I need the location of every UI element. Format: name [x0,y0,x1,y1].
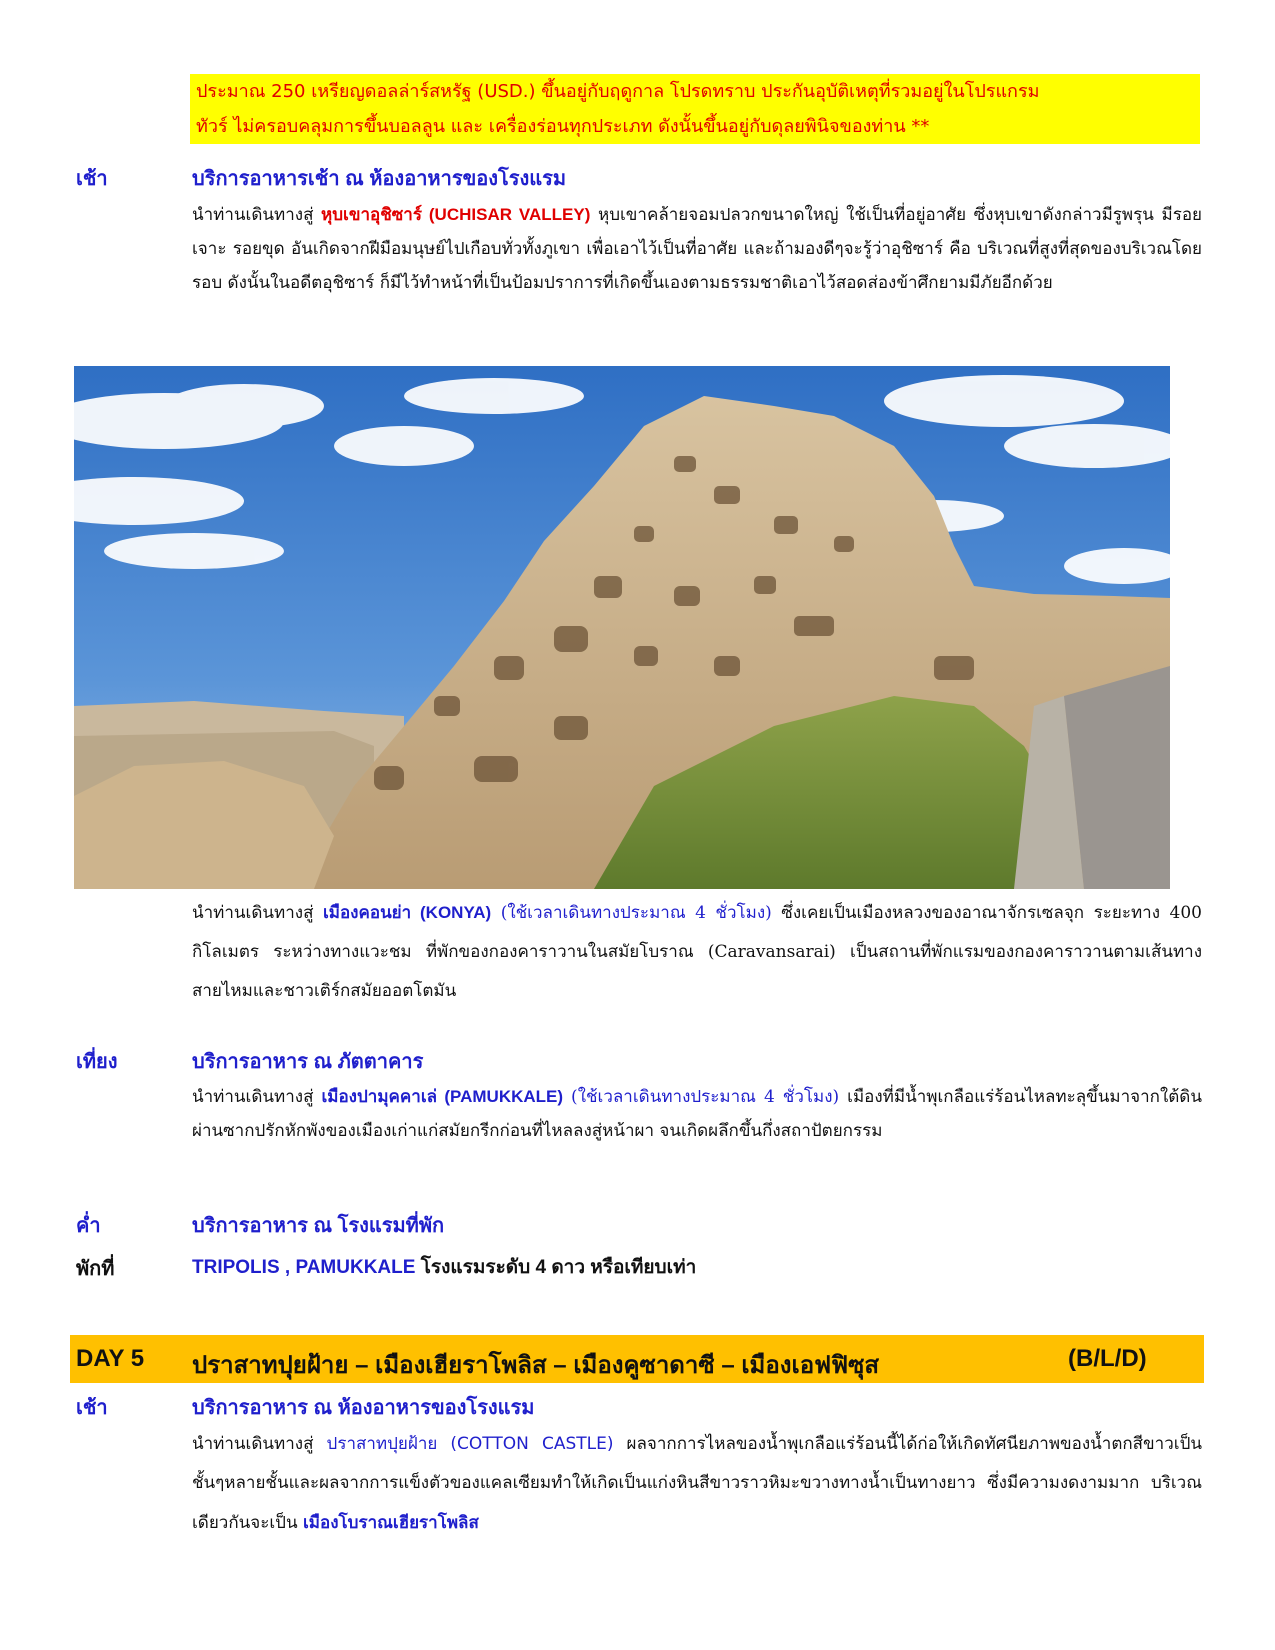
day-title: ปราสาทปุยฝ้าย – เมืองเฮียราโพลิส – เมืองคูซาดาซี – เมืองเอฟฟิซุส [192,1352,880,1379]
day-meals: (B/L/D) [1068,1345,1147,1372]
meal-dinner: บริการอาหาร ณ โรงแรมที่พัก [192,1215,445,1237]
day-number: DAY 5 [76,1345,145,1372]
para-text: ซึ่งเคยเป็นเมืองหลวงของอาณาจักรเซลจุก ระยะทาง 400 กิโลเมตร ระหว่างทางแวะชม ที่พักของกองคาราวานในสมัยโบราณ (Caravansarai) เป็นสถานที่พักแรมของกองคาราวานตามเส้นทางสายไหมและชาวเติร์กสมัยออตโตมัน [192,903,1202,1001]
para-text: หุบเขาคล้ายจอมปลวกขนาดใหญ่ ใช้เป็นที่อยู่อาศัย ซึ่งหุบเขาดังกล่าวมีรูพรุน มีรอยเจาะ รอยขุด อันเกิดจากฝีมือมนุษย์ไปเกือบทั่วทั้งภูเขา เพื่อเอาไว้เป็นที่อาศัย และถ้ามองดีๆจะรู้ว่าอุชิซาร์ คือ บริเวณที่สูงที่สุดของบริเวณโดยรอบ ดังนั้นในอดีตอุชิซาร์ ก็มีไว้ทำหน้าที่เป็นป้อมปราการที่เกิดขึ้นเองตามธรรมชาติเอาไว้สอดส่องข้าศึกยามมีภัยอีกด้วย [192,205,1202,293]
stay-hotel [192,1252,696,1282]
hotel-name: TRIPOLIS , PAMUKKALE [192,1257,416,1278]
label-noon: เที่ยง [76,1051,118,1073]
meal-lunch: บริการอาหาร ณ ภัตตาคาร [192,1051,424,1073]
para-prefix: นำท่านเดินทางสู่ [192,903,323,923]
notice-line-1: ประมาณ 250 เหรียญดอลล่าร์สหรัฐ (USD.) ขึ้นอยู่กับฤดูกาล โปรดทราบ ประกันอุบัติเหตุที่รวมอยู่ในโปรแกรม [190,74,1200,109]
pamukkale-duration: (ใช้เวลาเดินทางประมาณ 4 ชั่วโมง) [563,1087,840,1107]
para-text: เมืองที่มีน้ำพุเกลือแร่ร้อนไหลทะลุขึ้นมาจากใต้ดินผ่านซากปรักหักพังของเมืองเก่าแก่สมัยกรีกก่อนที่ไหลลงสู่หน้าผา จนเกิดผลึกขึ้นกึ่งสถาปัตยกรรม [192,1087,1202,1141]
cotton-castle-place: ปราสาทปุยฝ้าย (COTTON CASTLE) [326,1434,614,1454]
pamukkale-place: เมืองปามุคคาเล่ (PAMUKKALE) [321,1087,564,1106]
para-prefix: นำท่านเดินทางสู่ [192,1087,322,1107]
para-prefix: นำท่านเดินทางสู่ [192,1434,327,1454]
meal-breakfast: บริการอาหารเช้า ณ ห้องอาหารของโรงแรม [192,168,567,190]
para-text: ผลจากการไหลของน้ำพุเกลือแร่ร้อนนี้ได้ก่อให้เกิดทัศนียภาพของน้ำตกสีขาวเป็นชั้นๆหลายชั้นและผลจากการแข็งตัวของแคลเซียมทำให้เกิดเป็นแก่งหินสีขาวราวหิมะขวางทางน้ำเป็นทางยาว ซึ่งมีความงดงามมาก บริเวณเดียวกันจะเป็น [192,1434,1202,1533]
hierapolis-place: เมืองโบราณเฮียราโพลิส [303,1513,479,1532]
notice-line-2: ทัวร์ ไม่ครอบคลุมการขึ้นบอลลูน และ เครื่องร่อนทุกประเภท ดังนั้นขึ้นอยู่กับดุลยพินิจของท่าน ** [190,109,1200,144]
label-stay: พักที่ [76,1258,115,1280]
cotton-castle-paragraph [192,1425,1202,1543]
pamukkale-paragraph [192,1080,1202,1148]
hotel-rating: โรงแรมระดับ 4 ดาว หรือเทียบเท่า [415,1257,697,1278]
konya-place: เมืองคอนย่า (KONYA) [322,903,492,922]
konya-paragraph [192,893,1202,1011]
label-morning: เช้า [76,168,108,190]
uchisar-paragraph [192,198,1202,300]
day-5-header [70,1335,1204,1383]
konya-duration: (ใช้เวลาเดินทางประมาณ 4 ชั่วโมง) [491,903,772,923]
uchisar-photo [74,366,1170,889]
uchisar-place: หุบเขาอุชิซาร์ (UCHISAR VALLEY) [321,205,591,224]
label-evening: ค่ำ [76,1215,101,1237]
meal-breakfast-day5: บริการอาหาร ณ ห้องอาหารของโรงแรม [192,1397,535,1419]
para-prefix: นำท่านเดินทางสู่ [192,205,322,225]
label-morning-day5: เช้า [76,1397,108,1419]
